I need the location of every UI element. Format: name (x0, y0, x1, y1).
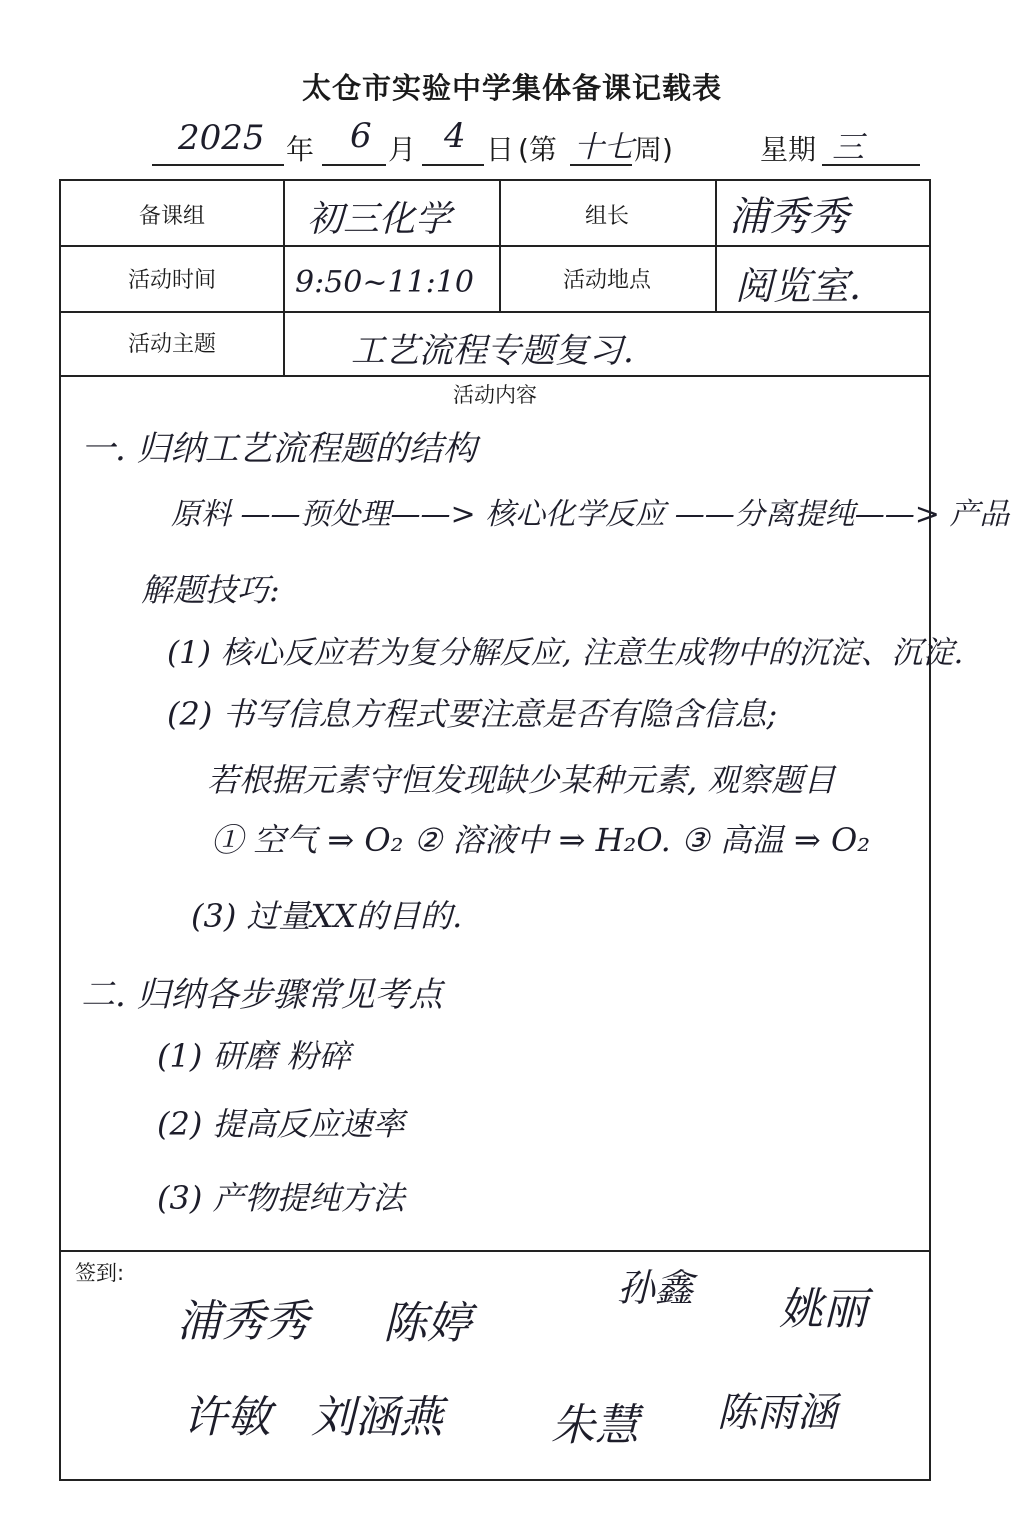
leader-label: 组长 (584, 204, 629, 229)
year-label: 年 (286, 133, 315, 166)
week-prefix: (第 (518, 133, 557, 166)
signature: 刘涵燕 (311, 1392, 443, 1443)
group-label: 备课组 (138, 204, 205, 229)
location-label: 活动地点 (562, 268, 651, 293)
weekday-label: 星期 (760, 133, 817, 166)
time-value: 9:50~11:10 (295, 265, 474, 300)
signature: 陈雨涵 (717, 1390, 837, 1436)
row-divider (61, 375, 929, 377)
content-line: ① 空气 ⇒ O₂ ② 溶液中 ⇒ H₂O. ③ 高温 ⇒ O₂ (211, 821, 871, 859)
month-value: 6 (350, 116, 372, 156)
content-line: (1) 核心反应若为复分解反应, 注意生成物中的沉淀、沉淀. (167, 635, 964, 671)
signin-label: 签到: (75, 1261, 125, 1285)
weekday-value: 三 (832, 128, 865, 166)
signature: 许敏 (183, 1392, 271, 1443)
signature: 孙鑫 (617, 1266, 694, 1310)
content-line: 原料 ——预处理——> 核心化学反应 ——分离提纯——> 产品 (171, 497, 1010, 532)
row-divider (61, 1250, 929, 1252)
record-form (59, 179, 1010, 1481)
content-line: (1) 研磨 粉碎 (157, 1037, 351, 1075)
content-label: 活动内容 (453, 383, 537, 407)
content-line: (2) 提高反应速率 (157, 1105, 405, 1143)
content-line: (3) 产物提纯方法 (157, 1179, 405, 1217)
column-divider (715, 181, 717, 311)
signature: 浦秀秀 (177, 1296, 309, 1347)
column-divider (283, 181, 285, 375)
topic-label: 活动主题 (127, 332, 216, 357)
row-divider (61, 245, 929, 247)
date-line (0, 116, 1024, 168)
content-line: 若根据元素守恒发现缺少某种元素, 观察题目 (207, 761, 836, 799)
week-suffix: 周) (634, 133, 673, 166)
group-value: 初三化学 (307, 199, 452, 240)
topic-value: 工艺流程专题复习. (351, 331, 634, 371)
document-title: 太仓市实验中学集体备课记载表 (301, 71, 722, 105)
content-line: (2) 书写信息方程式要注意是否有隐含信息; (167, 695, 778, 733)
signature: 姚丽 (779, 1284, 867, 1335)
year-value: 2025 (178, 118, 265, 158)
content-line: 一. 归纳工艺流程题的结构 (81, 429, 477, 469)
time-label: 活动时间 (127, 268, 216, 293)
month-label: 月 (388, 133, 417, 166)
day-label: 日 (486, 133, 515, 166)
content-line: 二. 归纳各步骤常见考点 (81, 975, 443, 1015)
week-value: 十七 (574, 130, 634, 165)
row-divider (61, 311, 929, 313)
location-value: 阅览室. (735, 264, 862, 308)
content-line: 解题技巧: (141, 571, 280, 609)
signature: 陈婷 (383, 1298, 471, 1349)
signature: 朱慧 (551, 1400, 639, 1451)
leader-value: 浦秀秀 (729, 194, 849, 240)
content-line: (3) 过量XX的目的. (191, 897, 463, 935)
day-value: 4 (444, 116, 466, 156)
